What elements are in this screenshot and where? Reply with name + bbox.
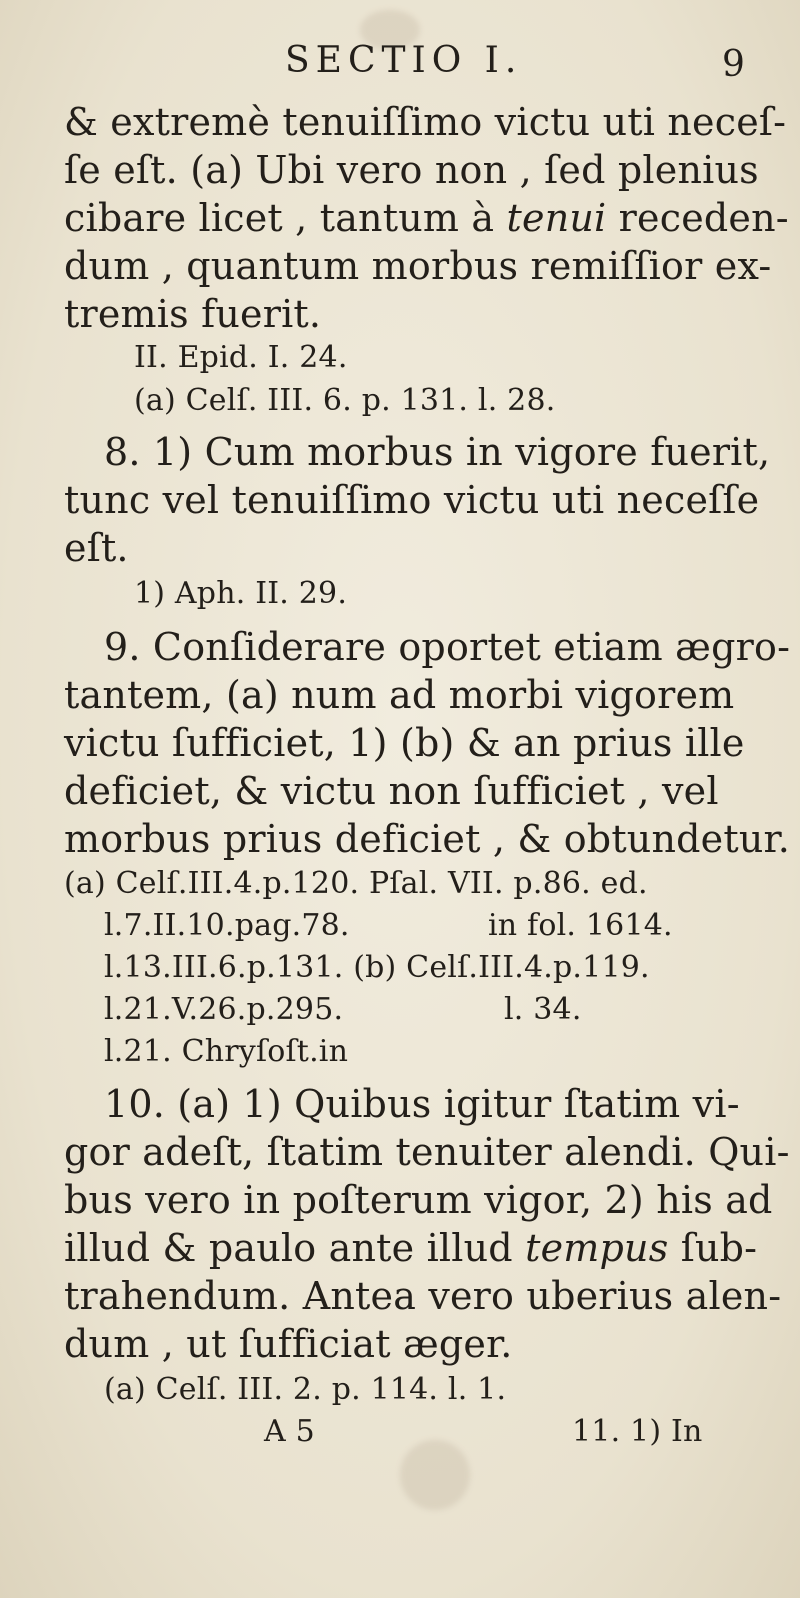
footnote-line: 1) Aph. II. 29. (134, 576, 348, 611)
text-segment: illud & paulo ante illud (64, 1226, 526, 1270)
text-line: 9. Conſiderare oportet etiam ægro- (104, 625, 791, 669)
footnote-line: l.7.II.10.pag.78. (104, 908, 350, 943)
text-line: trahendum. Antea vero uberius alen- (64, 1274, 782, 1318)
page-number: 9 (722, 44, 746, 85)
footnote-line: l.21. Chryſoſt.in (104, 1034, 349, 1069)
text-line: eſt. (64, 526, 129, 570)
text-line: 8. 1) Cum morbus in vigore fuerit, (104, 430, 771, 474)
footnote-line: l. 34. (504, 992, 582, 1027)
text-line: victu ſufficiet, 1) (b) & an prius ille (64, 721, 745, 765)
italic-word: tenui (506, 196, 607, 240)
footnote-line: l.21.V.26.p.295. (104, 992, 344, 1027)
text-line: dum , quantum morbus remiſſior ex- (64, 244, 772, 288)
text-line: & extremè tenuiſſimo victu uti neceſ- (64, 100, 787, 144)
text-line: tunc vel tenuiſſimo victu uti neceſſe (64, 478, 760, 522)
catchword: 11. 1) In (572, 1414, 703, 1449)
footnote-line: (a) Celſ.III.4.p.120. Pſal. VII. p.86. ed. (64, 866, 648, 901)
footnote-line: (a) Celſ. III. 2. p. 114. l. 1. (104, 1372, 507, 1407)
footnote-line: II. Epid. I. 24. (134, 340, 348, 375)
text-line: gor adeſt, ſtatim tenuiter alendi. Qui- (64, 1130, 790, 1174)
text-segment: cibare licet , tantum à (64, 196, 507, 240)
text-line: deficiet, & victu non ſufficiet , vel (64, 769, 719, 813)
text-line: 10. (a) 1) Quibus igitur ſtatim vi- (104, 1082, 740, 1126)
text-segment: ſub- (668, 1226, 758, 1270)
text-line: bus vero in poſterum vigor, 2) his ad (64, 1178, 773, 1222)
text-segment: receden- (606, 196, 789, 240)
paper-stain (400, 1440, 470, 1510)
running-header: SECTIO I. (285, 40, 523, 81)
footnote-line: l.13.III.6.p.131. (b) Celſ.III.4.p.119. (104, 950, 650, 985)
text-line: tantem, (a) num ad morbi vigorem (64, 673, 735, 717)
footnote-line: (a) Celſ. III. 6. p. 131. l. 28. (134, 383, 556, 418)
text-line: dum , ut ſufficiat æger. (64, 1322, 513, 1366)
text-line (64, 1226, 757, 1270)
text-line: ſe eſt. (a) Ubi vero non , ſed plenius (64, 148, 759, 192)
text-line: tremis fuerit. (64, 292, 322, 336)
italic-word: tempus (525, 1226, 669, 1270)
text-line (64, 196, 789, 240)
footnote-line: in fol. 1614. (488, 908, 673, 943)
text-line: morbus prius deficiet , & obtundetur. (64, 817, 790, 861)
signature-mark: A 5 (264, 1414, 315, 1449)
